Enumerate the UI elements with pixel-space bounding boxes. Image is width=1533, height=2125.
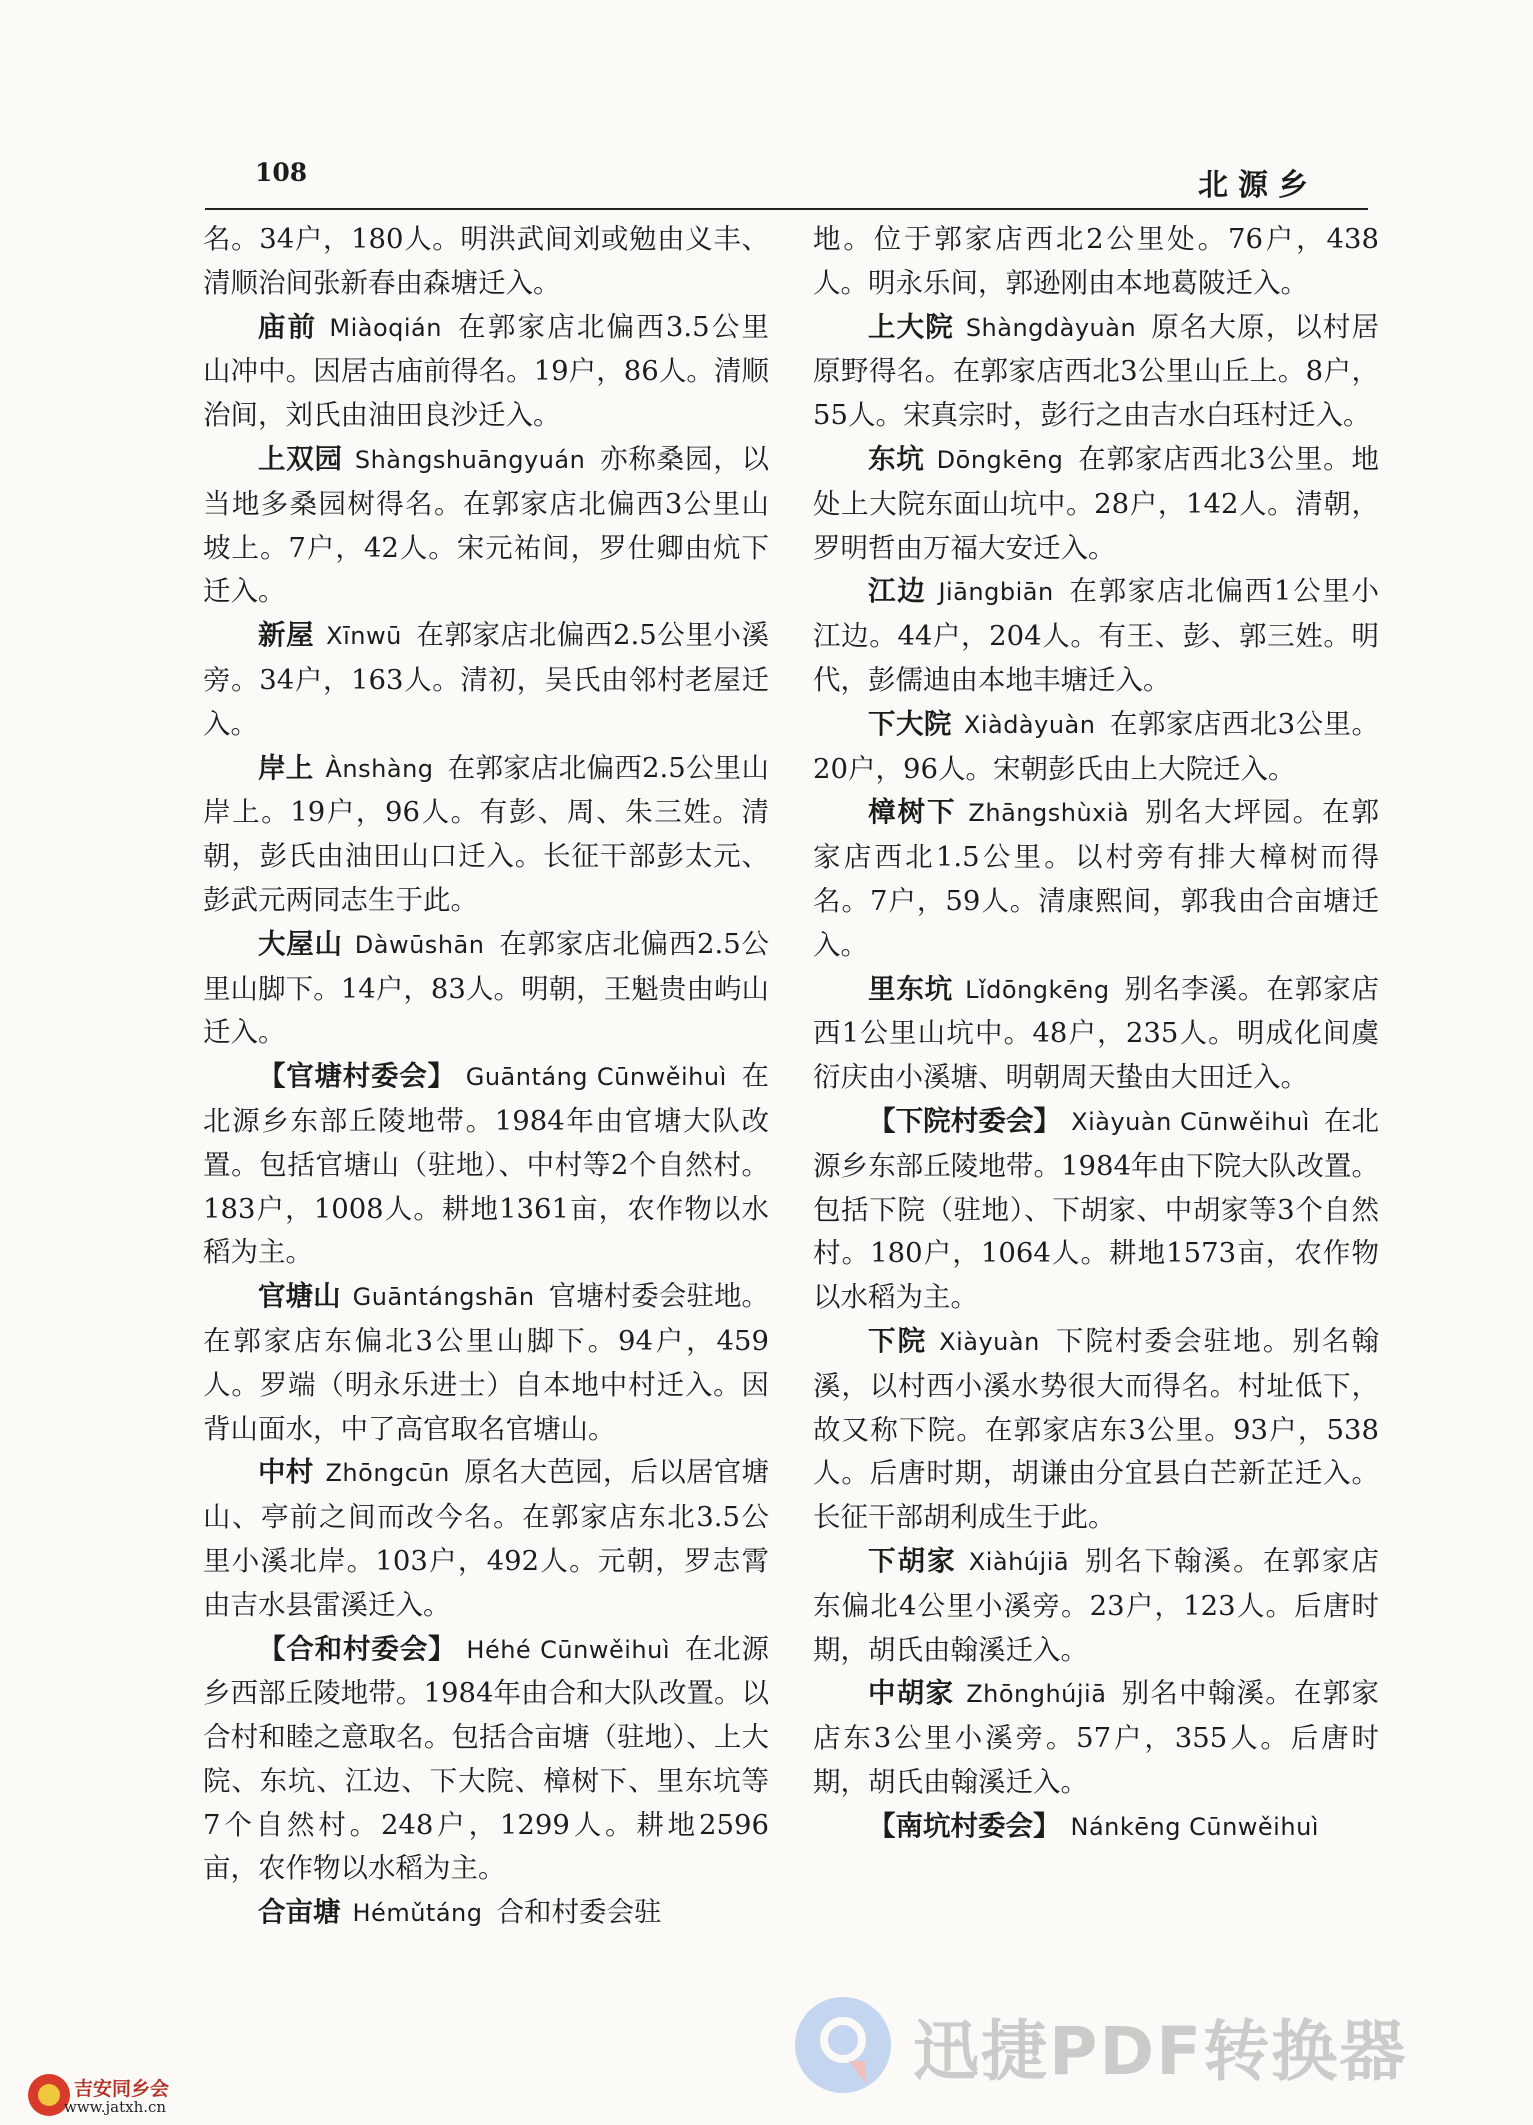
place-entry	[203, 614, 769, 746]
entry-text: 在郭家店北偏西2.5公里山岸上。19户，96人。有彭、周、朱三姓。清朝，彭氏由油田山口迁入。长征干部彭太元、彭武元两同志生于此。	[203, 751, 770, 916]
place-name: 下胡家	[868, 1544, 957, 1577]
pinyin: Zhōnghújiā	[966, 1680, 1107, 1709]
entry-text: 在郭家店北偏西2.5公里山脚下。14户，83人。明朝，王魁贵由屿山迁入。	[203, 927, 770, 1049]
pinyin: Ànshàng	[325, 754, 434, 783]
entity-heading: 【官塘村委会】	[258, 1060, 456, 1093]
place-entry	[813, 1320, 1379, 1540]
pinyin: Shàngshuāngyuán	[354, 445, 586, 474]
watermark	[795, 1990, 1515, 2100]
pinyin: Hémǔtáng	[352, 1899, 483, 1928]
entry-text: 在北源乡东部丘陵地带。1984年由官塘大队改置。包括官塘山（驻地）、中村等2个自然村。183户，1008人。耕地1361亩，农作物以水稻为主。	[203, 1060, 769, 1269]
entry-text: 官塘村委会驻地。在郭家店东偏北3公里山脚下。94户，459人。罗端（明永乐进士）自本地中村迁入。因背山面水，中了高官取名官塘山。	[203, 1280, 770, 1445]
place-name: 中胡家	[868, 1677, 955, 1710]
running-head: 北源乡	[1198, 168, 1318, 203]
place-name: 岸上	[258, 751, 314, 784]
pinyin: Shàngdàyuàn	[965, 313, 1137, 342]
page-number: 108	[255, 158, 308, 187]
header-rule	[205, 208, 1368, 210]
entry-text: 在郭家店北偏西3.5公里山冲中。因居古庙前得名。19户，86人。清顺治间，刘氏由油田良沙迁入。	[203, 310, 770, 432]
entry-text: 在北源乡西部丘陵地带。1984年由合和大队改置。以合村和睦之意取名。包括合亩塘（驻地）、上大院、东坑、江边、下大院、樟树下、里东坑等7个自然村。248户，1299人。耕地2596亩，农作物以水稻为主。	[203, 1632, 770, 1885]
entry-text: 别名下翰溪。在郭家店东偏北4公里小溪旁。23户，123人。后唐时期，胡氏由翰溪迁入。	[813, 1544, 1379, 1666]
place-entry	[813, 570, 1379, 702]
site-url: www.jatxh.cn	[64, 2098, 167, 2116]
left-column	[203, 218, 769, 1936]
continued-text	[203, 218, 769, 306]
entry-text: 原名大芭园，后以居官塘山、亭前之间而改今名。在郭家店东北3.5公里小溪北岸。103户，492人。元朝，罗志霄由吉水县雷溪迁入。	[203, 1456, 770, 1621]
entry-text: 合和村委会驻	[496, 1896, 662, 1929]
place-entry	[203, 1451, 769, 1627]
place-name: 中村	[258, 1456, 314, 1489]
entity-entry	[203, 1055, 769, 1275]
place-name: 新屋	[258, 619, 315, 652]
entry-text: 原名大原，以村居原野得名。在郭家店西北3公里山丘上。8户，55人。宋真宗时，彭行之由吉水白珏村迁入。	[813, 310, 1380, 432]
pinyin: Zhāngshùxià	[968, 799, 1130, 828]
pinyin: Guāntángshān	[352, 1283, 535, 1312]
entity-heading: 【下院村委会】	[868, 1104, 1062, 1137]
place-entry	[203, 306, 769, 438]
entry-text: 在郭家店北偏西2.5公里小溪旁。34户，163人。清初，吴氏由邻村老屋迁入。	[203, 619, 769, 740]
entry-text: 亦称桑园，以当地多桑园树得名。在郭家店北偏西3公里山坡上。7户，42人。宋元祐间，罗仕卿由炕下迁入。	[203, 442, 769, 608]
pinyin: Xiàyuàn Cūnwěihuì	[1071, 1107, 1310, 1136]
right-column	[813, 218, 1379, 1849]
place-name: 下大院	[868, 707, 952, 740]
place-entry	[813, 438, 1379, 570]
pinyin: Miàoqián	[329, 313, 442, 342]
place-name: 东坑	[868, 442, 925, 475]
entry-text: 名。34户，180人。明洪武间刘或勉由义丰、清顺治间张新春由森塘迁入。	[203, 223, 769, 299]
page-header	[205, 158, 1368, 203]
pinyin: Xiàdàyuàn	[963, 710, 1096, 739]
pinyin: Dōngkēng	[936, 445, 1064, 474]
place-name: 里东坑	[868, 972, 954, 1005]
watermark-text: 迅捷PDF转换器	[913, 2012, 1408, 2090]
place-name: 上双园	[258, 442, 343, 475]
pinyin: Jiāngbiān	[938, 578, 1054, 607]
pinyin: Lǐdōngkēng	[965, 975, 1110, 1004]
continued-text	[813, 218, 1379, 306]
entry-text: 在郭家店北偏西1公里小江边。44户，204人。有王、彭、郭三姓。明代，彭儒迪由本地丰塘迁入。	[813, 575, 1380, 696]
site-title: 吉安同乡会	[74, 2078, 170, 2100]
pinyin: Nánkēng Cūnwěihuì	[1070, 1812, 1319, 1841]
place-name: 合亩塘	[258, 1896, 341, 1929]
place-name: 江边	[868, 575, 927, 608]
entry-text: 地。位于郭家店西北2公里处。76户，438人。明永乐间，郭逊刚由本地葛陂迁入。	[813, 223, 1379, 299]
place-entry	[813, 306, 1379, 438]
entity-entry	[203, 1628, 769, 1892]
place-name: 樟树下	[868, 796, 957, 829]
pinyin: Xīnwū	[326, 622, 402, 651]
place-name: 官塘山	[258, 1280, 341, 1313]
entry-text: 别名大坪园。在郭家店西北1.5公里。以村旁有排大樟树而得名。7户，59人。清康熙间，郭我由合亩塘迁入。	[813, 796, 1380, 961]
place-entry	[813, 1540, 1379, 1672]
place-entry	[813, 968, 1379, 1100]
entry-text: 在郭家店西北3公里。20户，96人。宋朝彭氏由上大院迁入。	[813, 707, 1380, 785]
pinyin: Dàwūshān	[354, 930, 485, 959]
entity-heading: 【合和村委会】	[258, 1632, 457, 1665]
entry-text: 下院村委会驻地。别名翰溪，以村西小溪水势很大而得名。村址低下，故又称下院。在郭家店东3公里。93户，538人。后唐时期，胡谦由分宜县白芒新芷迁入。长征干部胡利成生于此。	[813, 1324, 1380, 1534]
entry-text: 别名中翰溪。在郭家店东3公里小溪旁。57户，355人。后唐时期，胡氏由翰溪迁入。	[813, 1677, 1379, 1798]
entity-entry	[813, 1100, 1379, 1320]
entry-text: 别名李溪。在郭家店西1公里山坑中。48户，235人。明成化间虞衍庆由小溪塘、明朝周天蛰由大田迁入。	[813, 972, 1380, 1094]
place-entry	[203, 747, 769, 923]
entry-text: 在郭家店西北3公里。地处上大院东面山坑中。28户，142人。清朝，罗明哲由万福大安迁入。	[813, 442, 1380, 564]
place-name: 上大院	[868, 310, 954, 343]
place-entry	[203, 438, 769, 614]
pinyin: Guāntáng Cūnwěihuì	[465, 1063, 727, 1092]
place-name: 大屋山	[258, 927, 343, 960]
pinyin: Zhōngcūn	[325, 1459, 450, 1488]
place-entry	[203, 923, 769, 1055]
pinyin: Héhé Cūnwěihuì	[466, 1635, 670, 1664]
pinyin: Xiàyuàn	[939, 1327, 1040, 1356]
place-entry	[813, 1672, 1379, 1804]
place-entry	[203, 1891, 769, 1936]
pinyin: Xiàhújiā	[968, 1547, 1070, 1576]
converter-logo-icon	[795, 1997, 891, 2093]
place-entry	[203, 1275, 769, 1451]
place-name: 下院	[868, 1324, 928, 1357]
place-entry	[813, 703, 1379, 792]
place-entry	[813, 791, 1379, 967]
entry-text: 在北源乡东部丘陵地带。1984年由下院大队改置。包括下院（驻地）、下胡家、中胡家等3个自然村。180户，1064人。耕地1573亩，农作物以水稻为主。	[813, 1104, 1380, 1314]
entity-heading: 【南坑村委会】	[868, 1809, 1061, 1842]
entity-entry	[813, 1805, 1379, 1850]
site-badge	[18, 2072, 228, 2120]
place-name: 庙前	[258, 310, 318, 343]
